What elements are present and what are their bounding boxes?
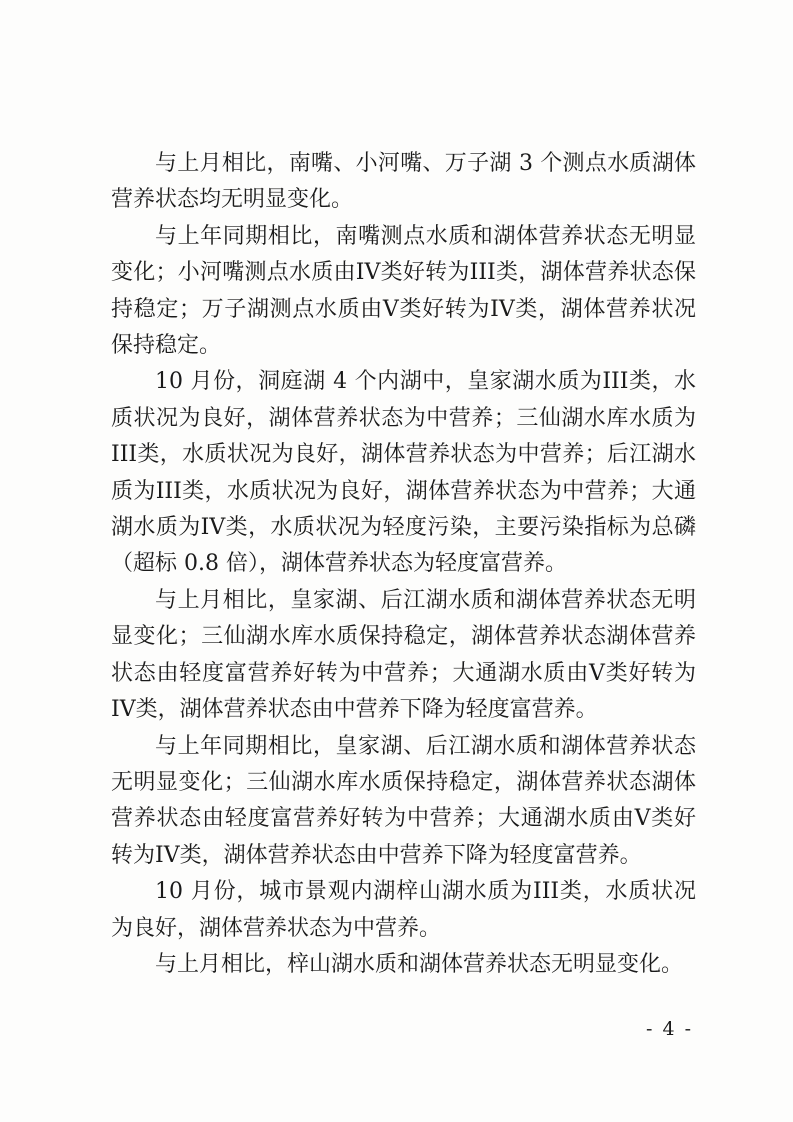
paragraph: 与上月相比，南嘴、小河嘴、万子湖 3 个测点水质湖体营养状态均无明显变化。 bbox=[111, 151, 696, 213]
paragraph: 10 月份，洞庭湖 4 个内湖中，皇家湖水质为III类，水质状况为良好，湖体营养状态为中营养；三仙湖水库水质为III类，水质状况为良好，湖体营养状态为中营养；后江湖水质为III类，水质状况为良好，湖体营养状态为中营养；大通湖水质为IV类，水质状况为轻度污染，主要污染指标为总磷（超标 0.8 倍），湖体营养状态为轻度富营养。 bbox=[111, 369, 696, 577]
paragraph: 与上年同期相比，皇家湖、后江湖水质和湖体营养状态无明显变化；三仙湖水库水质保持稳定，湖体营养状态湖体营养状态由轻度富营养好转为中营养；大通湖水质由V类好转为IV类，湖体营养状态由中营养下降为轻度富营养。 bbox=[111, 733, 696, 868]
paragraph: 与上月相比，皇家湖、后江湖水质和湖体营养状态无明显变化；三仙湖水库水质保持稳定，湖体营养状态湖体营养状态由轻度富营养好转为中营养；大通湖水质由V类好转为IV类，湖体营养状态由中营养下降为轻度富营养。 bbox=[111, 587, 696, 723]
page-number: - 4 - bbox=[645, 1018, 693, 1040]
paragraph: 与上月相比，梓山湖水质和湖体营养状态无明显变化。 bbox=[155, 951, 684, 977]
paragraph: 10 月份，城市景观内湖梓山湖水质为III类，水质状况为良好，湖体营养状态为中营养。 bbox=[111, 879, 696, 941]
paragraph: 与上年同期相比，南嘴测点水质和湖体营养状态无明显变化；小河嘴测点水质由IV类好转为III类，湖体营养状态保持稳定；万子湖测点水质由V类好转为IV类，湖体营养状况保持稳定。 bbox=[111, 223, 696, 359]
body-text bbox=[111, 146, 696, 983]
